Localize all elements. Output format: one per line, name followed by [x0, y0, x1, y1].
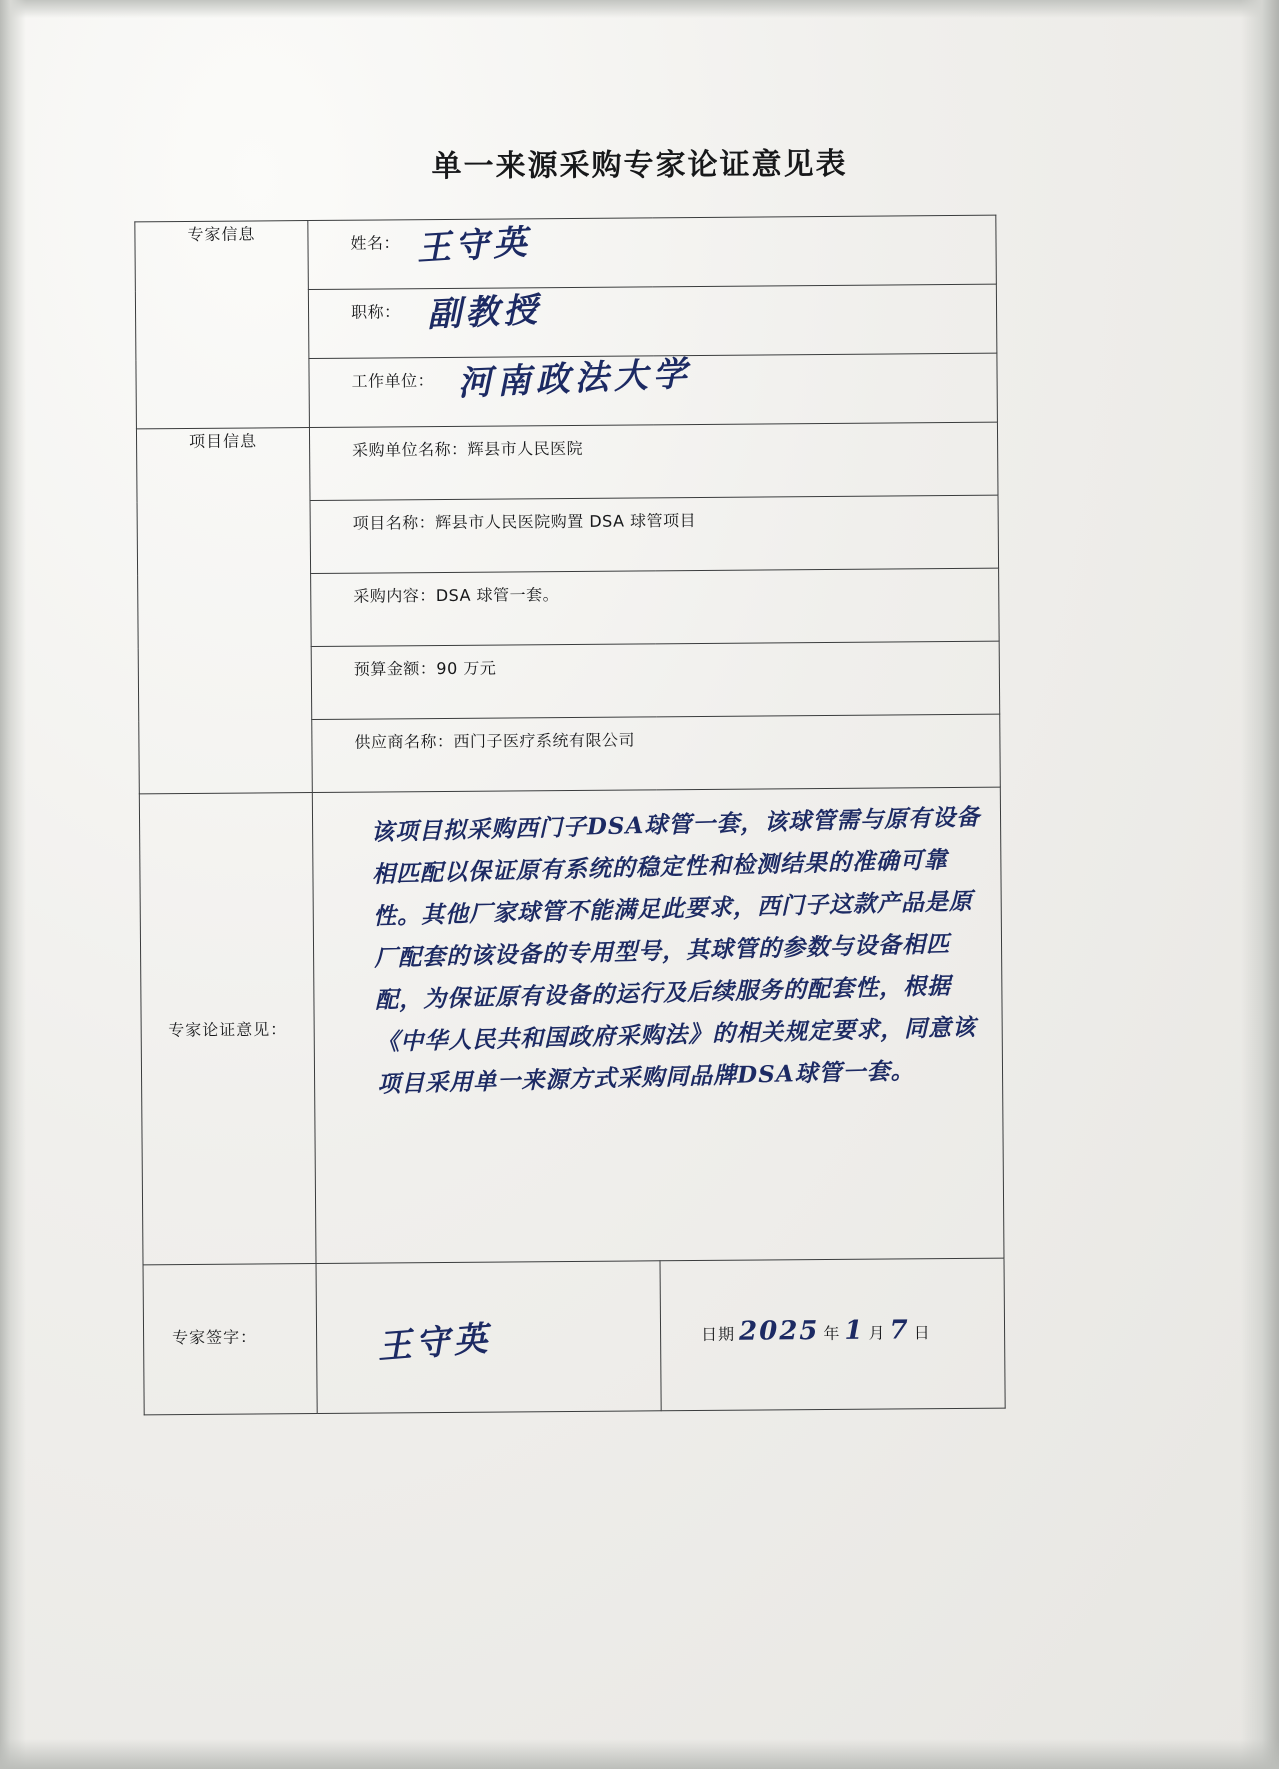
expert-name-label: 姓名： — [350, 233, 401, 253]
signature-value-cell — [316, 1261, 661, 1414]
budget-amount-text — [312, 642, 999, 680]
table-row — [143, 1258, 1005, 1415]
expert-workplace-label: 工作单位： — [351, 371, 435, 391]
date-month-value: 1 — [844, 1315, 865, 1346]
signature-handwritten-value: 王守英 — [376, 1318, 493, 1368]
form-table-wrapper — [134, 215, 1005, 1416]
date-year-unit: 年 — [823, 1323, 841, 1344]
section-label-project-info: 项目信息 — [136, 428, 312, 794]
paper-edge-bottom — [0, 1739, 1279, 1769]
section-label-expert-info: 专家信息 — [135, 221, 310, 429]
page-title: 单一来源采购专家论证意见表 — [431, 146, 848, 185]
date-label: 日期 — [701, 1324, 736, 1344]
expert-name-value: 王守英 — [415, 222, 532, 270]
paper-edge-top — [0, 0, 1279, 18]
budget-amount-label: 预算金额： — [353, 659, 437, 679]
expert-workplace-cell — [309, 353, 998, 427]
expert-title-label: 职称： — [350, 302, 401, 322]
opinion-label: 专家论证意见： — [168, 1019, 288, 1040]
purchaser-name-label: 采购单位名称： — [352, 439, 468, 460]
supplier-name-cell — [312, 714, 1001, 792]
opinion-content-cell — [312, 787, 1004, 1263]
opinion-label-cell — [139, 793, 316, 1265]
budget-amount-value: 90 万元 — [436, 658, 497, 679]
opinion-handwritten-text: 该项目拟采购西门子DSA球管一套，该球管需与原有设备相匹配以保证原有系统的稳定性和检测结果的准确可靠性。其他厂家球管不能满足此要求，西门子这款产品是原厂配套的该设备的专用型号，其球管的参数与设备相匹配，为保证原有设备的运行及后续服务的配套性，根据《中华人民共和国政府采购法》的相关规定要求，同意该项目采用单一来源方式采购同品牌DSA球管一套。 — [370, 803, 981, 1098]
date-line — [701, 1315, 931, 1347]
purchaser-name-text — [310, 423, 997, 461]
paper-edge-left — [0, 0, 26, 1769]
supplier-name-label: 供应商名称： — [354, 731, 454, 752]
table-row — [139, 787, 1004, 1265]
table-row — [136, 422, 998, 502]
project-name-text — [311, 496, 998, 534]
purchaser-name-value: 辉县市人民医院 — [467, 438, 584, 459]
supplier-name-text — [312, 715, 999, 753]
supplier-name-value: 西门子医疗系统有限公司 — [453, 730, 636, 751]
purchaser-name-cell — [309, 422, 998, 500]
paper-edge-right — [1241, 0, 1279, 1769]
signature-label: 专家签字： — [172, 1327, 258, 1348]
date-year-value: 2025 — [738, 1316, 820, 1347]
project-name-value: 辉县市人民医院购置 DSA 球管项目 — [435, 511, 697, 533]
project-name-cell — [310, 495, 999, 573]
purchase-content-value: DSA 球管一套。 — [435, 585, 560, 606]
date-month-unit: 月 — [868, 1323, 886, 1343]
date-day-unit: 日 — [913, 1323, 931, 1343]
expert-workplace-value: 河南政法大学 — [456, 353, 693, 404]
expert-name-cell — [308, 215, 997, 289]
purchase-content-label: 采购内容： — [353, 586, 436, 606]
purchase-content-cell — [311, 568, 1000, 646]
form-table — [134, 215, 1005, 1416]
project-name-label: 项目名称： — [352, 513, 436, 533]
date-day-value: 7 — [889, 1315, 910, 1346]
purchase-content-text — [311, 569, 998, 607]
budget-amount-cell — [311, 641, 1000, 719]
expert-title-value: 副教授 — [426, 290, 542, 336]
date-cell — [660, 1258, 1005, 1411]
table-row — [135, 215, 997, 291]
signature-label-cell — [143, 1264, 317, 1415]
